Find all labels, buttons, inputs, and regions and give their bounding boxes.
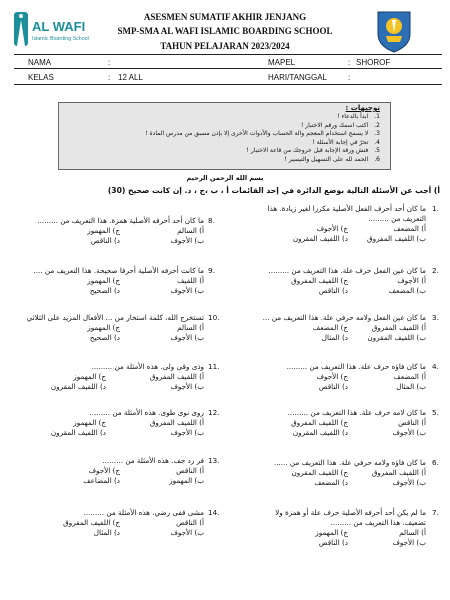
question-text: ما كان لامه حرف علة. هذا التعريف من ......... [287, 408, 426, 417]
kelas-label: KELAS [28, 73, 54, 82]
header-line-1: ASESMEN SUMATIF AKHIR JENJANG [143, 12, 307, 22]
question-number: 1. [432, 204, 439, 213]
option-a[interactable]: أ) اللفيف المفروق [149, 418, 204, 427]
option-d[interactable]: د) اللفيف المقرون [292, 234, 348, 243]
instruction-item: 5. فتش ورقة الإجابة قبل خروجك من قاعة الاختبار ! [246, 147, 380, 155]
instruction-item: 2. اكتب اسمك ورقم الاختبار ! [300, 121, 380, 129]
nama-label: NAMA [28, 58, 52, 67]
mapel-label: MAPEL [268, 58, 296, 67]
option-b[interactable]: ب) الأجوف [392, 538, 426, 547]
question-number: 4. [432, 362, 439, 371]
option-d[interactable]: د) الناقص [318, 538, 348, 547]
option-a[interactable]: أ) الناقص [176, 466, 204, 475]
option-d[interactable]: د) اللفيف المقرون [50, 382, 106, 391]
question-number: 13. [208, 456, 220, 465]
option-d[interactable]: د) المضعف [314, 478, 348, 487]
option-c[interactable]: ج) المهموز [87, 226, 120, 235]
option-c[interactable]: ج) المهموز [73, 372, 106, 381]
logo-title: AL WAFI [32, 19, 86, 34]
kelas-colon: : [108, 73, 111, 82]
question-number: 11. [208, 362, 220, 371]
option-c[interactable]: ج) اللفيف المفروق [291, 276, 348, 285]
question-number: 7. [432, 508, 439, 517]
question-number: 3. [432, 313, 439, 322]
option-a[interactable]: أ) اللفيف المفروق [149, 372, 204, 381]
question-number: 10. [208, 313, 220, 322]
question-number: 12. [208, 408, 220, 417]
option-a[interactable]: أ) اللفيف المفروق [371, 323, 426, 332]
instruction-item: 3. لا يسمح استخدام المعجم والة الحساب والأدوات الأخرى إلا بإذن مسبق من مدرس المادة ! [145, 130, 380, 138]
option-b[interactable]: ب) المثال [396, 382, 426, 391]
nama-colon: : [108, 58, 111, 67]
option-d[interactable]: د) الناقص [90, 236, 120, 245]
option-a[interactable]: أ) الناقص [176, 518, 204, 527]
mapel-value: SHOROF [356, 58, 391, 67]
option-a[interactable]: أ) اللفيف [177, 276, 204, 285]
option-d[interactable]: د) اللفيف المقرون [292, 428, 348, 437]
option-b[interactable]: ب) المضعف [388, 286, 426, 295]
option-b[interactable]: ب) المهموز [169, 476, 204, 485]
header-line-3: TAHUN PELAJARAN 2023/2024 [160, 41, 290, 51]
option-d[interactable]: د) اللفيف المقرون [50, 428, 106, 437]
question-text: تستخرج الله، كلمة استخار من ... الأفعال المزيد على الثلاثي [26, 313, 204, 322]
question-number: 9. [208, 266, 215, 275]
instruction-item: 4. تحرّ في إجابة الأسئلة ! [312, 138, 380, 146]
option-a[interactable]: أ) السالم [399, 528, 426, 537]
instruction-item: 1. ابدأ بالدعاء ! [337, 113, 380, 120]
option-b[interactable]: ب) الأجوف [170, 428, 204, 437]
option-c[interactable]: ج) الأجوف [316, 372, 348, 381]
question-text: التعريف من ......... [368, 214, 426, 223]
info-divider-1 [14, 68, 442, 69]
option-b[interactable]: ب) الأجوف [170, 286, 204, 295]
question-text: ما لم يكن أحد أحرفه الأصلية حرف علة أو همزة ولا [275, 508, 426, 517]
kelas-value: 12 ALL [118, 73, 143, 82]
option-a[interactable]: أ) اللفيف المفروق [371, 468, 426, 477]
option-c[interactable]: ج) اللفيف المقرون [291, 468, 348, 477]
header-line-2: SMP-SMA AL WAFI ISLAMIC BOARDING SCHOOL [117, 26, 333, 36]
question-text: فر رد جف. هذه الأمثلة من ......... [102, 456, 204, 465]
option-c[interactable]: ج) الأجوف [88, 466, 120, 475]
section-title: أ) أجب عن الأسئلة التالية بوضع الدائرة في إحد القائمات أ ، ب ،ج ، د. إن كانت صحيح (30) [107, 186, 440, 195]
mapel-colon: : [348, 58, 351, 67]
option-d[interactable]: د) الصحيح [89, 333, 120, 342]
option-d[interactable]: د) الناقص [318, 382, 348, 391]
option-d[interactable]: د) المثال [321, 333, 348, 342]
question-text: ما كان فاؤه ولامه حرفي علة. هذا التعريف من ...... [273, 458, 426, 467]
option-b[interactable]: ب) الأجوف [170, 528, 204, 537]
hari-label: HARI/TANGGAL [268, 73, 327, 82]
question-text: ما كان أحد أحرفه الأصلية همزة. هذا التعريف من ......... [37, 216, 204, 225]
option-c[interactable]: ج) اللفيف المفروق [291, 418, 348, 427]
question-text: ما كانت أحرفه الأصلية أحرفا صحيحة. هذا التعريف من .... [33, 266, 204, 275]
option-c[interactable]: ج) الأجوف [316, 224, 348, 233]
instructions-list [62, 113, 380, 165]
question-text: وذى وقى ولى. هذه الأمثلة من ......... [91, 362, 204, 371]
question-number: 6. [432, 458, 439, 467]
option-a[interactable]: أ) المضعف [393, 224, 426, 233]
option-b[interactable]: ب) الأجوف [392, 478, 426, 487]
option-b[interactable]: ب) الأجوف [392, 428, 426, 437]
option-b[interactable]: ب) اللفيف المقرون [367, 333, 426, 342]
option-b[interactable]: ب) اللفيف المفروق [367, 234, 426, 243]
question-text: ما كان أحد أحرف الفعل الأصلية مكررا لغير زيادة. هذا [267, 204, 426, 213]
question-text: ما كان فاؤه حرف علة. هذا التعريف من ......... [286, 362, 426, 371]
option-a[interactable]: أ) السالم [177, 323, 204, 332]
question-number: 14. [208, 508, 220, 517]
question-text: ما كان عين الفعل ولامه حرفي علة. هذا التعريف من ... [262, 313, 426, 322]
option-d[interactable]: د) المثال [93, 528, 120, 537]
option-c[interactable]: ج) المهموز [87, 323, 120, 332]
basmala: بسم الله الرحمن الرحيم [186, 174, 264, 182]
option-c[interactable]: ج) المضعف [312, 323, 348, 332]
option-a[interactable]: أ) المضعف [393, 372, 426, 381]
option-a[interactable]: أ) الأجوف [397, 276, 426, 285]
option-b[interactable]: ب) الأجوف [170, 236, 204, 245]
option-d[interactable]: د) الصحيح [89, 286, 120, 295]
header-divider [14, 54, 442, 55]
instruction-item: 6. الحمد لله على التسهيل والتيسير ! [284, 155, 380, 163]
option-d[interactable]: د) الناقص [318, 286, 348, 295]
option-a[interactable]: أ) السالم [177, 226, 204, 235]
option-c[interactable]: ج) المهموز [315, 528, 348, 537]
question-text: مشى قفى رضي. هذه الأمثلة من ......... [83, 508, 204, 517]
question-number: 5. [432, 408, 439, 417]
instructions-title: توجيهات : [345, 104, 380, 112]
question-number: 8. [208, 216, 215, 225]
info-divider-2 [14, 84, 442, 85]
option-c[interactable]: ج) المهموز [87, 276, 120, 285]
question-text: روى نوى طوى. هذه الأمثلة من ......... [89, 408, 204, 417]
question-text: ما كان عين الفعل حرف علة. هذا التعريف من ......... [268, 266, 426, 275]
option-a[interactable]: أ) الناقص [398, 418, 426, 427]
logo-subtitle: Islamic Boarding School [32, 36, 89, 42]
option-c[interactable]: ج) اللفيف المفروق [63, 518, 120, 527]
question-text: تضعيف. هذا التعريف من ......... [330, 518, 426, 527]
option-d[interactable]: د) المضاعف [83, 476, 120, 485]
option-c[interactable]: ج) المهموز [73, 418, 106, 427]
question-number: 2. [432, 266, 439, 275]
option-b[interactable]: ب) الأجوف [170, 333, 204, 342]
option-b[interactable]: ب) الأجوف [170, 382, 204, 391]
hari-colon: : [348, 73, 351, 82]
